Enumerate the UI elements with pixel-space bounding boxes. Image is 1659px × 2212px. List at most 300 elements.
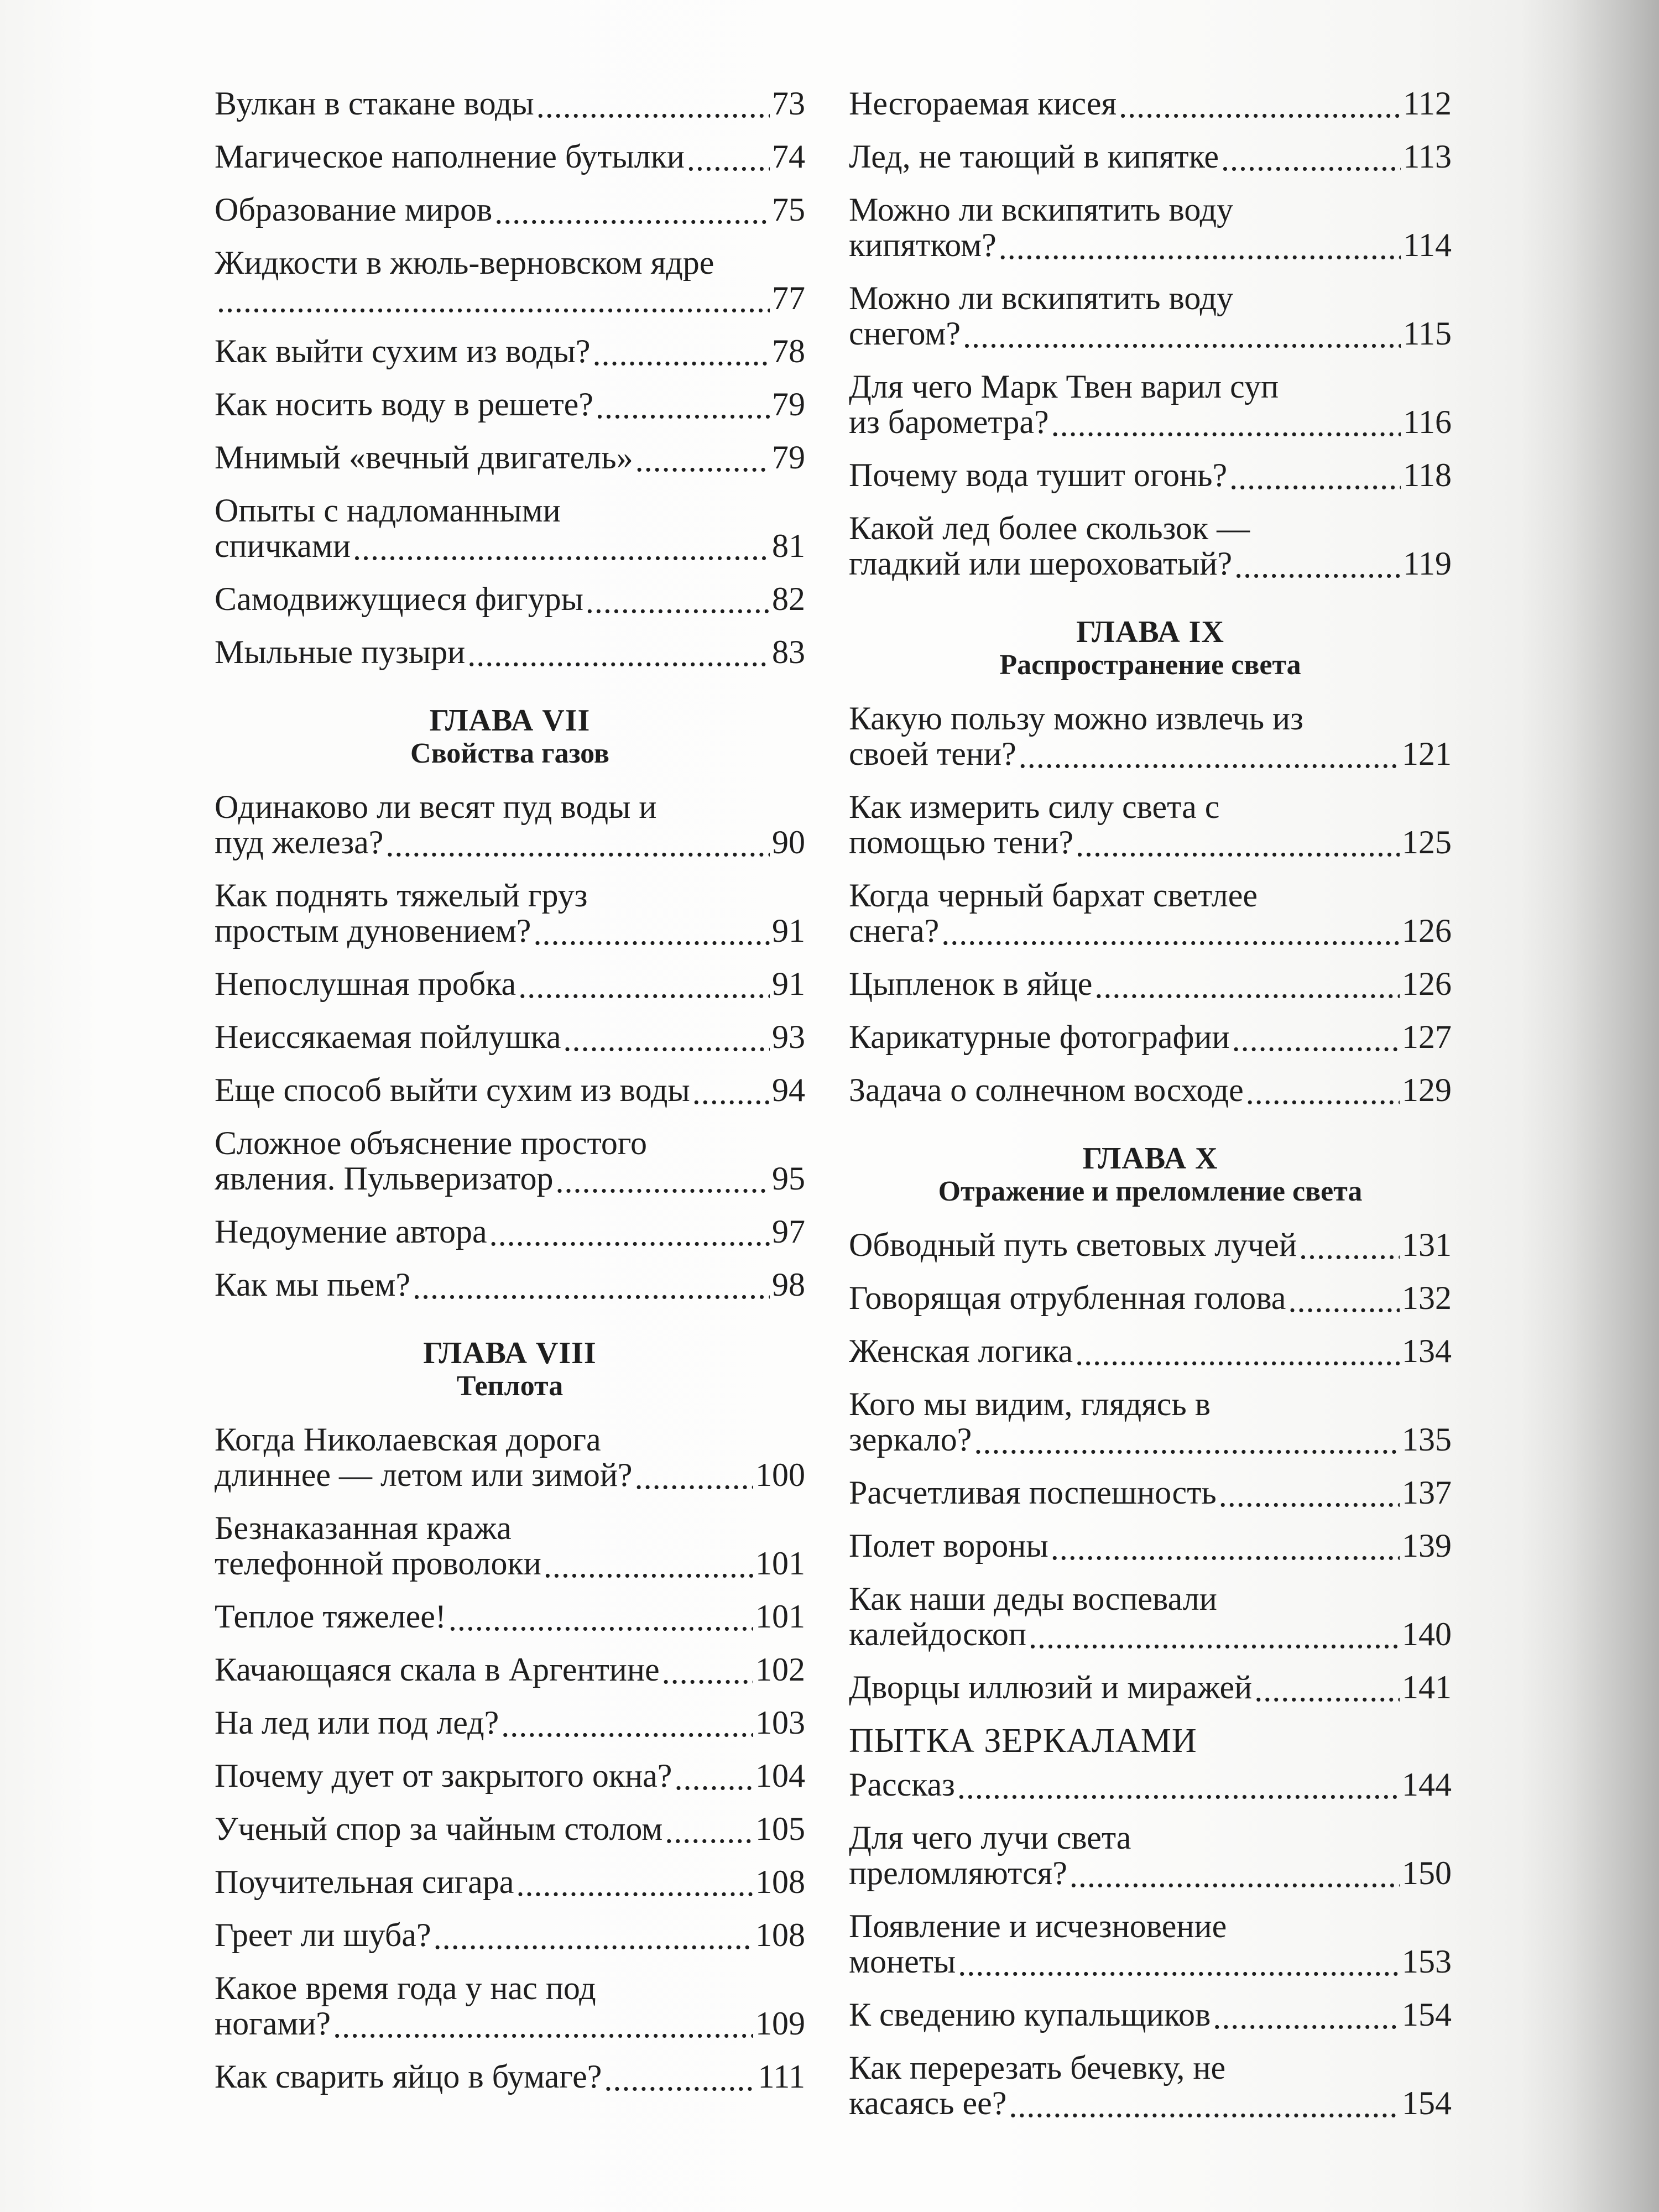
toc-entry [849, 139, 1452, 174]
toc-entry-line [849, 1072, 1452, 1108]
toc-entry [215, 1652, 805, 1687]
toc-entry-line [849, 736, 1452, 771]
dot-leader [494, 196, 770, 226]
entry-title: Появление и исчезновение [849, 1908, 1227, 1944]
toc-entry-line [215, 139, 805, 174]
toc-entry [849, 1820, 1452, 1891]
toc-entry-line [215, 86, 805, 121]
toc-entry-line [215, 1457, 805, 1493]
toc-entry-line [215, 1072, 805, 1108]
page-number: 79 [772, 439, 805, 476]
toc-entry-line [849, 1944, 1452, 1979]
entry-title: Магическое наполнение бутылки [215, 138, 685, 175]
dot-leader [1254, 1673, 1400, 1703]
dot-leader [665, 1815, 753, 1845]
toc-entry-line [849, 1616, 1452, 1652]
entry-title: Как измерить силу света с [849, 789, 1220, 825]
toc-entry-line [215, 440, 805, 475]
dot-leader [1119, 90, 1401, 119]
entry-title: из барометра? [849, 404, 1049, 440]
toc-entry [849, 86, 1452, 121]
toc-entry-line [849, 316, 1452, 351]
toc-entry-line [849, 1422, 1452, 1457]
toc-entry [215, 1811, 805, 1846]
page-number: 82 [772, 581, 805, 617]
page-number: 93 [772, 1019, 805, 1055]
toc-entry [215, 1214, 805, 1249]
entry-title: Безнаказанная кража [215, 1510, 512, 1546]
dot-leader [1288, 1284, 1400, 1314]
page-number: 134 [1402, 1333, 1452, 1369]
page-number: 94 [772, 1072, 805, 1108]
dot-leader [635, 444, 770, 473]
toc-entry-line [215, 1758, 805, 1793]
toc-entry [215, 966, 805, 1001]
chapter-number: ГЛАВА VIII [423, 1336, 597, 1370]
toc-entry [849, 1997, 1452, 2032]
chapter-title: Отражение и преломление света [938, 1176, 1363, 1207]
toc-group [215, 789, 805, 1302]
entry-title: Теплое тяжелее! [215, 1598, 446, 1635]
toc-entry [215, 1917, 805, 1953]
dot-leader [1051, 408, 1401, 438]
dot-leader [1246, 1076, 1400, 1106]
toc-entry-line [849, 404, 1452, 440]
dot-leader [489, 1218, 770, 1248]
page-number: 97 [772, 1213, 805, 1250]
dot-leader [957, 1771, 1400, 1801]
entry-title: Почему дует от закрытого окна? [215, 1757, 672, 1794]
toc-entry-line [215, 280, 805, 316]
toc-entry-line [215, 1214, 805, 1249]
toc-entry [849, 1019, 1452, 1055]
entry-title: Недоумение автора [215, 1213, 487, 1250]
entry-title: Поучительная сигара [215, 1864, 514, 1900]
toc-entry-line [849, 1386, 1452, 1422]
entry-title: телефонной проволоки [215, 1545, 541, 1582]
page-number: 153 [1402, 1943, 1452, 1980]
toc-entry-line [215, 1864, 805, 1900]
toc-entry-line [215, 1811, 805, 1846]
toc-entry-line [849, 1227, 1452, 1262]
entry-title: Когда черный бархат светлее [849, 877, 1258, 914]
dot-leader [217, 284, 770, 314]
toc-entry-line [215, 2059, 805, 2094]
dot-leader [333, 2010, 753, 2039]
toc-entry-line [215, 966, 805, 1001]
toc-entry [215, 440, 805, 475]
toc-entry-line [849, 1670, 1452, 1705]
entry-title: ногами? [215, 2005, 331, 2042]
dot-leader [604, 2063, 755, 2093]
toc-entry [849, 1581, 1452, 1652]
dot-leader [501, 1709, 753, 1739]
entry-title: Греет ли шуба? [215, 1917, 431, 1953]
toc-entry [215, 1019, 805, 1055]
toc-entry [215, 1970, 805, 2041]
page-number: 75 [772, 191, 805, 228]
entry-title: Карикатурные фотографии [849, 1019, 1230, 1055]
toc-entry [849, 2050, 1452, 2121]
dot-leader [1213, 2001, 1400, 2031]
toc-entry [849, 1475, 1452, 1510]
page-number: 114 [1403, 227, 1452, 263]
toc-entry-line [849, 2050, 1452, 2085]
dot-leader [592, 337, 770, 367]
dot-leader [1221, 143, 1401, 173]
toc-entry [215, 2059, 805, 2094]
entry-title: длиннее — летом или зимой? [215, 1457, 633, 1493]
entry-title: снегом? [849, 315, 961, 352]
page-number: 141 [1402, 1669, 1452, 1705]
entry-title: Для чего лучи света [849, 1819, 1131, 1856]
entry-title: Сложное объяснение простого [215, 1125, 648, 1161]
entry-title: спичками [215, 528, 351, 564]
toc-group [849, 1227, 1452, 1705]
toc-entry [215, 1599, 805, 1634]
toc-column-left [215, 86, 805, 2112]
dot-leader [555, 1165, 770, 1194]
toc-entry [849, 1280, 1452, 1316]
dot-leader [1234, 550, 1401, 580]
entry-title: На лед или под лед? [215, 1704, 499, 1741]
toc-entry [849, 1072, 1452, 1108]
toc-entry-line [849, 510, 1452, 546]
dot-leader [1094, 970, 1400, 1000]
entry-title: Качающаяся скала в Аргентине [215, 1651, 660, 1688]
chapter-title: Распространение света [999, 649, 1301, 681]
dot-leader [635, 1461, 753, 1491]
toc-entry [215, 1072, 805, 1108]
entry-title: своей тени? [849, 735, 1016, 772]
toc-entry [849, 1528, 1452, 1563]
entry-title: Лед, не тающий в кипятке [849, 138, 1219, 175]
toc-entry-line [215, 245, 805, 280]
toc-entry-line [849, 139, 1452, 174]
entry-title: Дворцы иллюзий и миражей [849, 1669, 1253, 1705]
page-number: 103 [755, 1704, 805, 1741]
entry-title: преломляются? [849, 1855, 1067, 1891]
page-number: 95 [772, 1160, 805, 1197]
dot-leader [518, 970, 770, 1000]
page-edge-shadow [1521, 0, 1659, 2212]
toc-entry-line [215, 1161, 805, 1196]
toc-entry [215, 86, 805, 121]
toc-entry [215, 1422, 805, 1493]
toc-entry [215, 333, 805, 369]
entry-title: Ученый спор за чайным столом [215, 1811, 663, 1847]
toc-entry-line [849, 86, 1452, 121]
page-number: 74 [772, 138, 805, 175]
chapter-number: ГЛАВА IX [1076, 615, 1224, 649]
toc-column-right [849, 86, 1452, 2138]
dot-leader [974, 1426, 1400, 1455]
toc-entry [215, 192, 805, 227]
entry-title: явления. Пульверизатор [215, 1160, 554, 1197]
dot-leader [1051, 1532, 1400, 1562]
toc-entry-line [215, 1917, 805, 1953]
entry-title: снега? [849, 912, 940, 949]
entry-title: Еще способ выйти сухим из воды [215, 1072, 690, 1108]
chapter-heading [849, 1142, 1452, 1208]
entry-title: Для чего Марк Твен варил суп [849, 368, 1279, 405]
page-number: 150 [1402, 1855, 1452, 1891]
entry-title: пуд железа? [215, 824, 384, 860]
toc-entry-line [849, 1019, 1452, 1055]
toc-entry [849, 1333, 1452, 1369]
page-number: 139 [1402, 1527, 1452, 1564]
page-number: 111 [758, 2058, 805, 2095]
entry-title: калейдоскоп [849, 1616, 1026, 1652]
toc-entry [849, 510, 1452, 581]
page-number: 101 [755, 1598, 805, 1635]
entry-title: Как поднять тяжелый груз [215, 877, 588, 914]
page-number: 116 [1403, 404, 1452, 440]
entry-title: Как сварить яйцо в бумаге? [215, 2058, 602, 2095]
entry-title: Цыпленок в яйце [849, 966, 1093, 1002]
toc-entry-line [849, 1528, 1452, 1563]
dot-leader [1219, 1479, 1400, 1509]
page-number: 78 [772, 333, 805, 369]
dot-leader [1019, 740, 1400, 770]
dot-leader [1229, 461, 1401, 491]
page-number: 91 [772, 966, 805, 1002]
toc-entry [849, 1670, 1452, 1705]
dot-leader [687, 143, 770, 173]
page-number: 140 [1402, 1616, 1452, 1652]
dot-leader [448, 1603, 753, 1632]
page-number: 135 [1402, 1421, 1452, 1458]
toc-entry-line [215, 1705, 805, 1740]
entry-title: касаясь ее? [849, 2085, 1007, 2121]
entry-title: К сведению купальщиков [849, 1996, 1211, 2033]
dot-leader [1009, 2089, 1400, 2119]
entry-title: Задача о солнечном восходе [849, 1072, 1244, 1108]
toc-entry-line [849, 701, 1452, 736]
toc-entry-line [215, 1599, 805, 1634]
page-number: 125 [1402, 824, 1452, 860]
toc-entry-line [849, 1767, 1452, 1802]
page-number: 121 [1402, 735, 1452, 772]
entry-title: Жидкости в жюль-верновском ядре [215, 244, 714, 281]
entry-title: Как мы пьем? [215, 1266, 410, 1303]
dot-leader [385, 828, 770, 858]
toc-entry [215, 1267, 805, 1302]
toc-entry [215, 387, 805, 422]
dot-leader [533, 917, 770, 947]
page-number: 83 [772, 634, 805, 670]
toc-entry [849, 1767, 1452, 1802]
page-number: 73 [772, 85, 805, 122]
entry-title: Какое время года у нас под [215, 1970, 596, 2006]
toc-entry-line [215, 1267, 805, 1302]
dot-leader [413, 1271, 770, 1301]
page-number: 113 [1403, 138, 1452, 175]
toc-entry-line [849, 789, 1452, 825]
page-number: 108 [755, 1864, 805, 1900]
entry-title: Обводный путь световых лучей [849, 1227, 1297, 1263]
toc-entry-line [215, 789, 805, 825]
toc-entry [849, 966, 1452, 1001]
toc-entry-line [849, 1581, 1452, 1616]
toc-entry [849, 1227, 1452, 1262]
page-number: 131 [1402, 1227, 1452, 1263]
toc-entry-line [849, 457, 1452, 493]
toc-entry-line [215, 1652, 805, 1687]
toc-group [849, 1767, 1452, 2121]
toc-entry-line [849, 966, 1452, 1001]
chapter-heading [215, 704, 805, 770]
entry-title: Какую пользу можно извлечь из [849, 700, 1303, 737]
entry-title: зеркало? [849, 1421, 972, 1458]
entry-title: Женская логика [849, 1333, 1073, 1369]
toc-entry-line [215, 493, 805, 528]
entry-title: Когда Николаевская дорога [215, 1421, 601, 1458]
toc-entry-line [849, 913, 1452, 948]
toc-entry [215, 493, 805, 564]
entry-title: Образование миров [215, 191, 493, 228]
toc-entry-line [215, 2006, 805, 2041]
dot-leader [586, 585, 770, 615]
dot-leader [544, 1550, 753, 1579]
entry-title: Как наши деды воспевали [849, 1580, 1217, 1617]
toc-entry-line [215, 1970, 805, 2006]
page-number: 126 [1402, 912, 1452, 949]
toc-entry [849, 878, 1452, 948]
toc-group [849, 86, 1452, 581]
toc-group [215, 1422, 805, 2094]
dot-leader [536, 90, 770, 119]
toc-entry-line [215, 1510, 805, 1546]
toc-entry-line [849, 227, 1452, 263]
toc-entry-line [215, 192, 805, 227]
dot-leader [674, 1762, 753, 1792]
page-number: 154 [1402, 1996, 1452, 2033]
entry-title: Мнимый «вечный двигатель» [215, 439, 633, 476]
toc-entry-line [849, 369, 1452, 404]
page-number: 109 [755, 2005, 805, 2042]
toc-entry [215, 245, 805, 316]
page-number: 105 [755, 1811, 805, 1847]
entry-title: Полет вороны [849, 1527, 1048, 1564]
page-number: 144 [1402, 1766, 1452, 1803]
entry-title: Несгораемая кисея [849, 85, 1117, 122]
toc-entry-line [215, 634, 805, 670]
chapter-number: ГЛАВА VII [429, 703, 591, 738]
toc-entry-line [215, 333, 805, 369]
dot-leader [662, 1656, 753, 1686]
dot-leader [941, 917, 1400, 947]
chapter-number: ГЛАВА X [1082, 1141, 1218, 1176]
toc-entry [215, 1510, 805, 1581]
toc-entry-line [215, 1125, 805, 1161]
dot-leader [1075, 1337, 1400, 1367]
toc-entry-line [849, 1280, 1452, 1316]
dot-leader [958, 1948, 1400, 1978]
entry-title: Как носить воду в решете? [215, 386, 593, 422]
entry-title: Какой лед более скользок — [849, 510, 1250, 546]
entry-title: Можно ли вскипятить воду [849, 191, 1234, 228]
toc-entry [215, 789, 805, 860]
toc-entry [215, 1758, 805, 1793]
entry-title: Как перерезать бечевку, не [849, 2049, 1226, 2086]
toc-entry-line [215, 581, 805, 617]
page-number: 81 [772, 528, 805, 564]
dot-leader [1070, 1859, 1400, 1889]
entry-title: кипятком? [849, 227, 997, 263]
page-number: 115 [1403, 315, 1452, 352]
dot-leader [999, 231, 1401, 261]
page-number: 90 [772, 824, 805, 860]
toc-entry [215, 139, 805, 174]
toc-entry [849, 1386, 1452, 1457]
toc-group [215, 86, 805, 670]
toc-entry [849, 192, 1452, 263]
toc-entry-line [215, 1019, 805, 1055]
page-number: 91 [772, 912, 805, 949]
page-number: 126 [1402, 966, 1452, 1002]
entry-title: Вулкан в стакане воды [215, 85, 534, 122]
page-number: 137 [1402, 1474, 1452, 1511]
page-number: 132 [1402, 1280, 1452, 1316]
chapter-heading [215, 1337, 805, 1403]
page-number: 112 [1403, 85, 1452, 122]
toc-entry-line [849, 1820, 1452, 1855]
entry-title: Расчетливая поспешность [849, 1474, 1217, 1511]
dot-leader [1299, 1231, 1400, 1261]
entry-title: Одинаково ли весят пуд воды и [215, 789, 657, 825]
toc-entry [849, 701, 1452, 771]
toc-entry [849, 457, 1452, 493]
entry-title: гладкий или шероховатый? [849, 545, 1233, 582]
toc-entry-line [215, 528, 805, 564]
entry-title: Как выйти сухим из воды? [215, 333, 591, 369]
chapter-heading [849, 615, 1452, 682]
toc-entry-line [215, 913, 805, 948]
entry-title: Самодвижущиеся фигуры [215, 581, 583, 617]
page-number: 127 [1402, 1019, 1452, 1055]
entry-title: Кого мы видим, глядясь в [849, 1386, 1211, 1422]
entry-title: монеты [849, 1943, 956, 1980]
toc-entry-line [215, 825, 805, 860]
toc-entry [215, 581, 805, 617]
page-number: 79 [772, 386, 805, 422]
chapter-title: Теплота [456, 1370, 564, 1402]
entry-title: Рассказ [849, 1766, 955, 1803]
dot-leader [1029, 1620, 1400, 1650]
toc-entry-line [849, 878, 1452, 913]
page-number: 102 [755, 1651, 805, 1688]
page-number: 154 [1402, 2085, 1452, 2121]
dot-leader [563, 1023, 770, 1053]
toc-entry-line [215, 1546, 805, 1581]
toc-entry-line [849, 1908, 1452, 1944]
toc-entry [215, 878, 805, 948]
toc-entry [849, 369, 1452, 440]
toc-entry-line [215, 878, 805, 913]
dot-leader [434, 1921, 753, 1951]
entry-title: Опыты с надломанными [215, 492, 561, 529]
chapter-title: Свойства газов [410, 738, 609, 769]
toc-entry-line [849, 1333, 1452, 1369]
toc-group [849, 701, 1452, 1108]
entry-title: Говорящая отрубленная голова [849, 1280, 1286, 1316]
entry-title: помощью тени? [849, 824, 1074, 860]
toc-entry [215, 634, 805, 670]
entry-title: Мыльные пузыри [215, 634, 466, 670]
toc-entry-line [849, 1475, 1452, 1510]
entry-title: Непослушная пробка [215, 966, 517, 1002]
